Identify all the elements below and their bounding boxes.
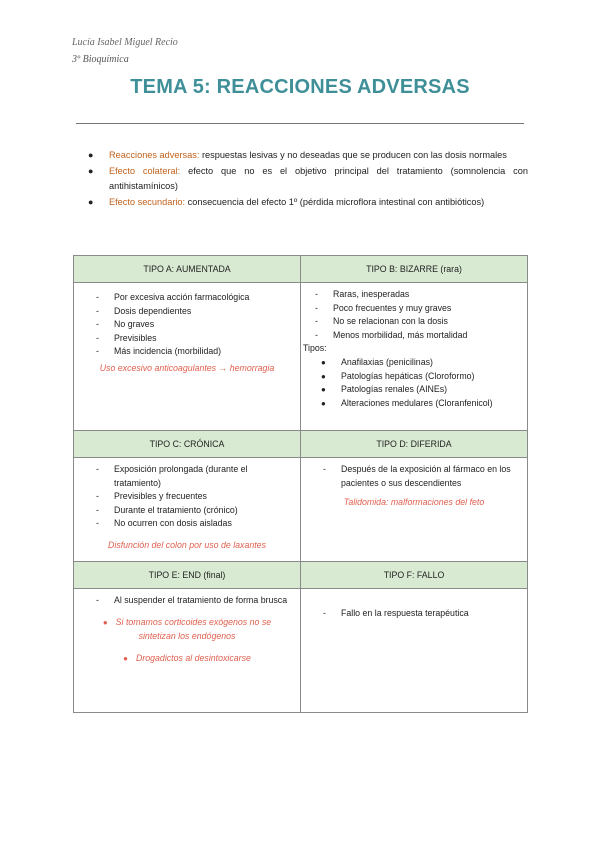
bullet-icon: ● xyxy=(88,150,94,160)
definition-text: respuestas lesivas y no deseadas que se producen con las dosis normales xyxy=(199,150,507,160)
example-text: ● Drogadictos al desintoxicarse xyxy=(123,653,251,664)
type-f-header: TIPO F: FALLO xyxy=(301,561,528,588)
type-b-header: TIPO B: BIZARRE (rara) xyxy=(301,256,528,283)
bullet-icon: ● xyxy=(88,197,94,207)
list-item: - Previsibles xyxy=(84,332,290,346)
example-text: Talidomida: malformaciones del feto xyxy=(343,497,485,508)
page-title: TEMA 5: REACCIONES ADVERSAS xyxy=(130,76,470,98)
definition-term: Efecto colateral: xyxy=(109,166,181,176)
list-item: ● Anafilaxias (penicilinas) xyxy=(303,356,517,370)
author-name: Lucía Isabel Miguel Recio xyxy=(72,37,178,48)
tipos-label: Tipos: xyxy=(303,343,327,354)
list-item: ● Alteraciones medulares (Cloranfenicol) xyxy=(303,397,517,411)
definition-text: consecuencia del efecto 1º (pérdida microflora intestinal con antibióticos) xyxy=(185,197,485,207)
example-text: Uso excesivo anticoagulantes → hemorragia xyxy=(99,362,275,373)
list-item: - Más incidencia (morbilidad) xyxy=(84,345,290,359)
list-item: ● Patologías renales (AINEs) xyxy=(303,383,517,397)
type-d-cell xyxy=(301,458,528,562)
type-e-cell xyxy=(74,588,301,712)
type-c-header: TIPO C: CRÓNICA xyxy=(74,431,301,458)
type-c-cell xyxy=(74,458,301,562)
bullet-icon: ● xyxy=(321,371,326,381)
definition-text: efecto que no es el objetivo principal del tratamiento (somnolencia con antihistamínicos) xyxy=(109,166,528,191)
list-item: - Exposición prolongada (durante el tratamiento) xyxy=(84,463,290,490)
list-item: - Poco frecuentes y muy graves xyxy=(303,302,517,316)
definition-item xyxy=(88,148,528,163)
definitions-list xyxy=(88,148,528,211)
list-item: - Fallo en la respuesta terapéutica xyxy=(311,607,517,621)
list-item: - Dosis dependientes xyxy=(84,305,290,319)
definition-item xyxy=(88,164,528,194)
definition-term: Reacciones adversas: xyxy=(109,150,200,160)
type-a-cell xyxy=(74,283,301,431)
list-item: - Durante el tratamiento (crónico) xyxy=(84,504,290,518)
type-e-header: TIPO E: END (final) xyxy=(74,561,301,588)
list-item: - Previsibles y frecuentes xyxy=(84,490,290,504)
type-f-cell xyxy=(301,588,528,712)
type-d-header: TIPO D: DIFERIDA xyxy=(301,431,528,458)
example-text: Disfunción del colon por uso de laxantes xyxy=(108,539,266,550)
list-item: - No se relacionan con la dosis xyxy=(303,315,517,329)
list-item: ● Patologías hepáticas (Cloroformo) xyxy=(303,370,517,384)
type-b-cell xyxy=(301,283,528,431)
list-item: - No graves xyxy=(84,318,290,332)
subject-label: 3º Bioquímica xyxy=(72,54,129,65)
bullet-icon: ● xyxy=(321,385,326,395)
type-a-header: TIPO A: AUMENTADA xyxy=(74,256,301,283)
list-item: - Por excesiva acción farmacológica xyxy=(84,291,290,305)
bullet-icon: ● xyxy=(321,398,326,408)
reaction-types-table xyxy=(73,255,528,713)
definition-term: Efecto secundario: xyxy=(109,197,186,207)
list-item: - Después de la exposición al fármaco en los pacientes o sus descendientes xyxy=(311,463,517,490)
list-item: - Menos morbilidad, más mortalidad xyxy=(303,329,517,343)
list-item: - Al suspender el tratamiento de forma brusca xyxy=(84,594,290,608)
example-text: ● Si tomamos corticoides exógenos no se sintetizan los endógenos xyxy=(102,617,272,641)
bullet-icon: ● xyxy=(88,166,94,176)
bullet-icon: ● xyxy=(321,357,326,367)
title-divider xyxy=(76,123,524,124)
definition-item xyxy=(88,195,528,210)
list-item: - No ocurren con dosis aisladas xyxy=(84,517,290,531)
list-item: - Raras, inesperadas xyxy=(303,288,517,302)
